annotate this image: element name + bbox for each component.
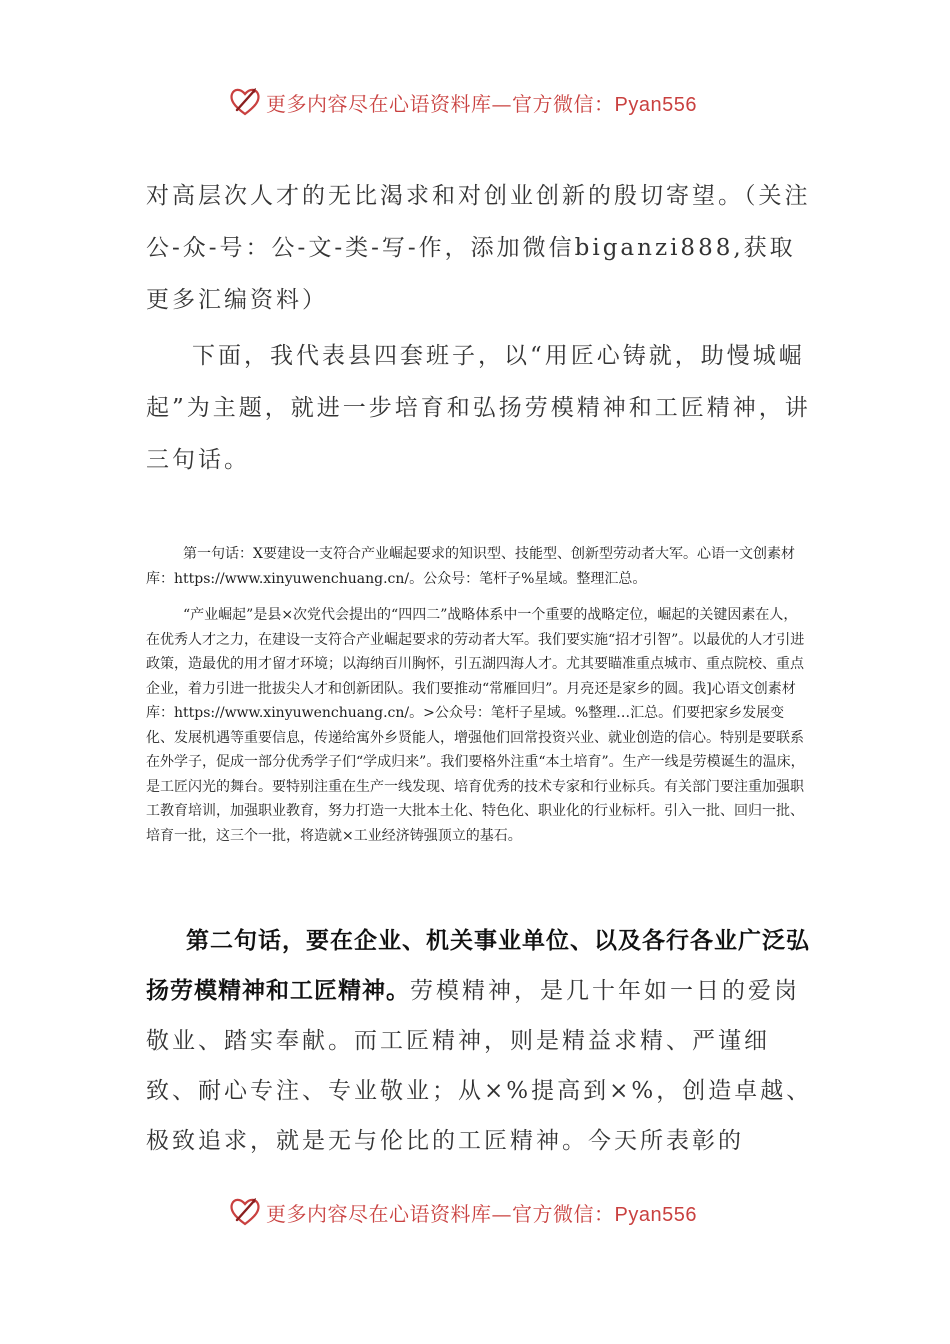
paragraph-intro: 对高层次人才的无比渴求和对创业创新的殷切寄望。（关注公-众-号：公-文-类-写-作，添加微信biganzi888,获取更多汇编资料） — [146, 183, 811, 313]
header-banner — [228, 82, 697, 122]
banner-text — [266, 1198, 697, 1227]
second-point-body: 劳模精神，是几十年如一日的爱岗敬业、踏实奉献。而工匠精神，则是精益求精、严谨细致、耐心专注、专业敬业；从×%提高到×%，创造卓越、极致追求，就是无与伦比的工匠精神。今天所表彰的 — [146, 978, 813, 1154]
banner-text — [266, 88, 697, 117]
paragraph-topic: 下面，我代表县四套班子，以“用匠心铸就，助慢城崛起”为主题，就进一步培育和弘扬劳模精神和工匠精神，讲三句话。 — [146, 343, 811, 473]
paragraph-first-point: 第一句话：X要建设一支符合产业崛起要求的知识型、技能型、创新型劳动者大军。心语一文创素材库：https://www.xinyuwenchuang.cn/。公众号：笔杆子%星域。整理汇总。 — [146, 546, 795, 587]
heart-pen-logo-icon — [228, 85, 262, 119]
heart-pen-logo-icon — [228, 1195, 262, 1229]
banner-wechat-text: 官方微信：Pyan556 — [512, 93, 697, 116]
paragraph-second-point — [146, 916, 814, 1166]
banner-wechat-text: 官方微信：Pyan556 — [512, 1203, 697, 1226]
second-point-heading: 第二句话，要在企业、机关事业单位、以及各行各业广泛弘扬劳模精神和工匠精神。 — [146, 928, 810, 1004]
paragraph-first-point-detail: “产业崛起”是县×次党代会提出的“四四二”战略体系中一个重要的战略定位，崛起的关键因素在人，在优秀人才之力，在建设一支符合产业崛起要求的劳动者大军。我们要实施“招才引智”。以最优的人才引进政策，造最优的用才留才环境；以海纳百川胸怀，引五湖四海人才。尤其要瞄准重点城市、重点院校、重点企业，着力引进一批拔尖人才和创新团队。我们要推动“常雁回归”。月亮还是家乡的圆。我]心语文创素材库：https://www.xinyuwenchuang.cn/。>公众号：笔杆子星域。%整理…汇总。们要把家乡发展变化、发展机遇等重要信息，传递给寓外乡贤能人，增强他们回常投资兴业、就业创造的信心。特别是要联系在外学子，促成一部分优秀学子们“学成归来”。我们要格外注重“本土培育”。生产一线是劳模诞生的温床，是工匠闪光的舞台。要特别注重在生产一线发现、培育优秀的技术专家和行业标兵。有关部门要注重加强职工教育培训，加强职业教育，努力打造一大批本土化、特色化、职业化的行业标杆。引入一批、回归一批、培育一批，这三个一批，将造就×工业经济铸强顶立的基石。 — [146, 607, 805, 844]
banner-main-text: 更多内容尽在心语资料库— — [266, 91, 512, 116]
banner-main-text: 更多内容尽在心语资料库— — [266, 1201, 512, 1226]
footer-banner — [228, 1192, 697, 1232]
